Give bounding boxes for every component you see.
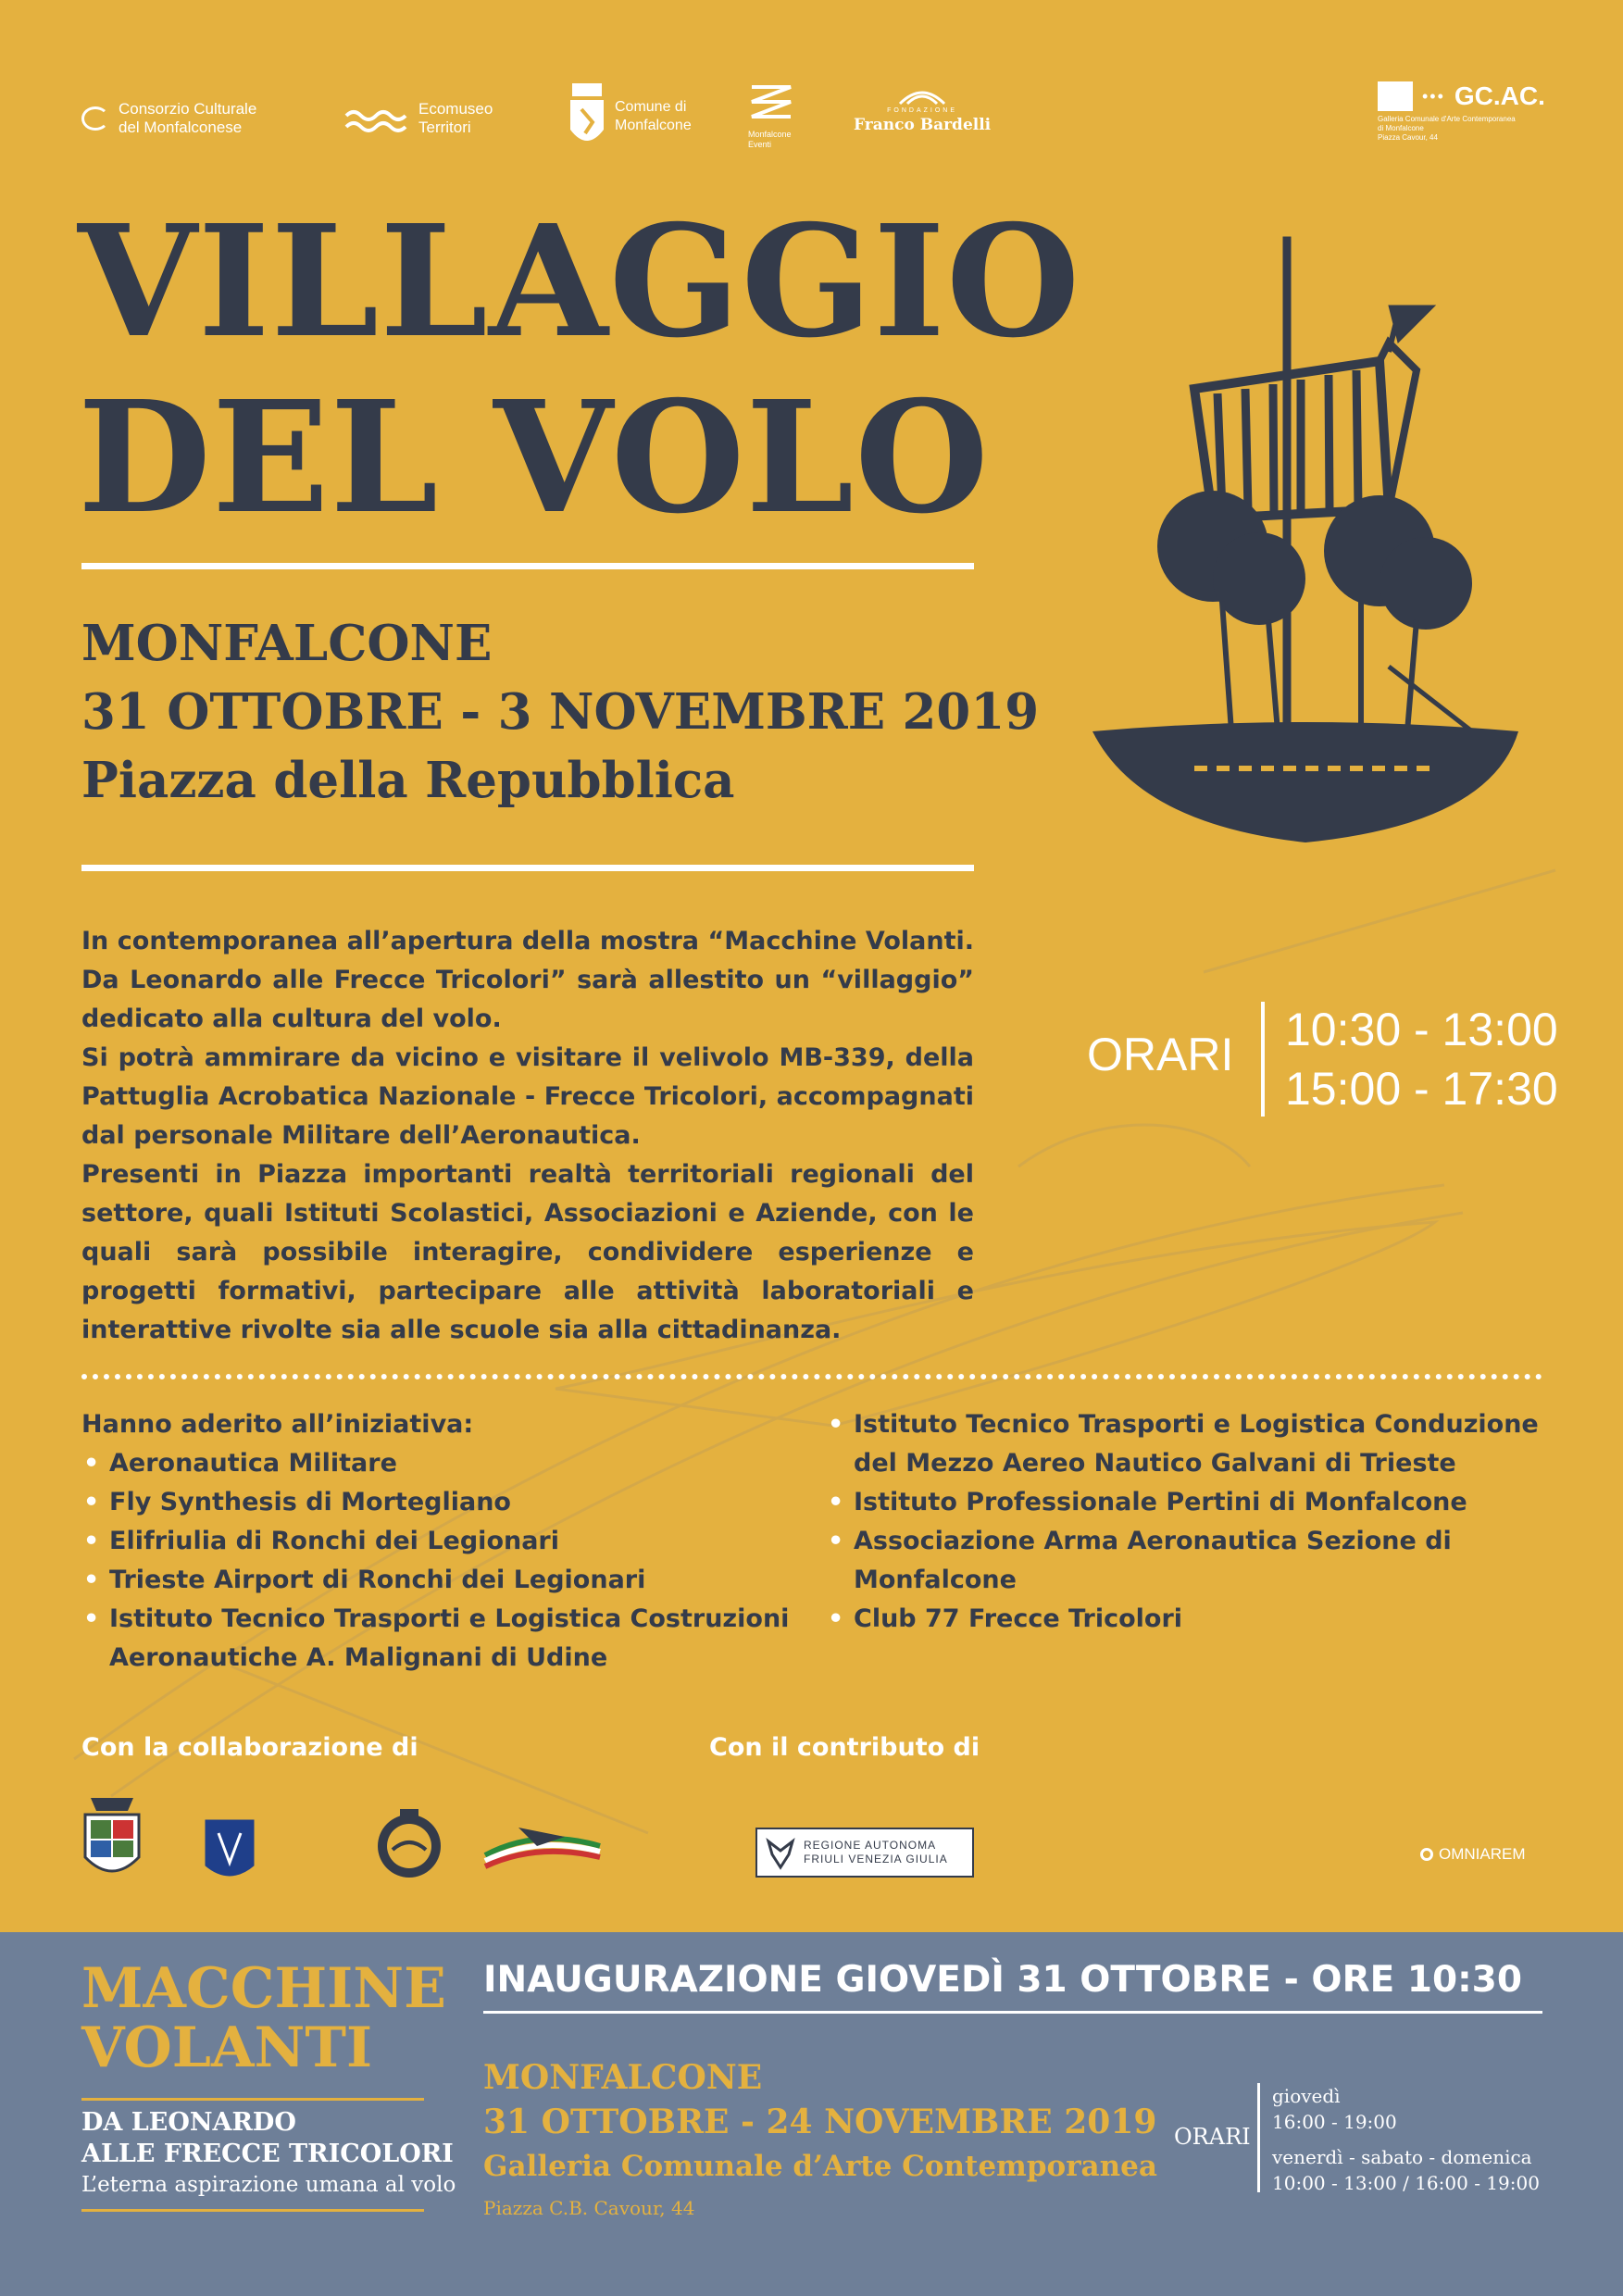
consorzio-icon [81,106,109,131]
event-city: MONFALCONE [81,615,493,672]
fondazione-arch-icon [894,85,950,106]
orari-divider [1261,1002,1265,1117]
eventi-logo-text: Monfalcone Eventi [748,130,792,149]
orari-time-1: 10:30 - 13:00 [1285,1004,1558,1055]
comune-logo-text: Comune di Monfalcone [615,99,692,133]
list-item: • Aeronautica Militare [81,1444,822,1483]
gcac-logo [1378,81,1545,143]
exhibition-subtitle-line-2: ALLE FRECCE TRICOLORI [81,2140,454,2168]
list-item: • Fly Synthesis di Mortegliano [81,1483,822,1522]
page-title [78,194,1080,546]
orari-times [1285,1000,1558,1118]
exhibition-orari-divider [1257,2083,1260,2192]
exhibition-tagline: L’eterna aspirazione umana al volo [81,2173,456,2197]
exhibition-title [81,1956,446,2080]
collaboration-heading: Con la collaborazione di [81,1733,418,1762]
exhibition-city: MONFALCONE [483,2058,763,2097]
title-divider [81,563,974,569]
list-item: • Istituto Professionale Pertini di Monfalcone [826,1483,1548,1522]
list-item: • Club 77 Frecce Tricolori [826,1600,1548,1639]
omniarem-text: OMNIAREM [1439,1845,1526,1863]
regione-text: REGIONE AUTONOMA FRIULI VENEZIA GIULIA [804,1839,948,1866]
regione-fvg-logo [755,1828,974,1878]
exhibition-time-1: 16:00 - 19:00 [1272,2111,1397,2133]
exhibition-title-line-1: MACCHINE [81,1956,446,2021]
inauguration-rule [483,2011,1542,2014]
exhibition-title-rule [81,2098,424,2101]
adherents-heading: Hanno aderito all’iniziativa: [81,1410,474,1439]
exhibition-subtitle-line-1: DA LEONARDO [81,2108,296,2137]
exhibition-day-2: venerdì - sabato - domenica [1272,2146,1532,2168]
gcac-name: GC.AC. [1454,81,1545,110]
adherents-left [81,1405,822,1678]
dotted-divider [81,1374,1542,1379]
contribution-heading: Con il contributo di [709,1733,980,1762]
omniarem-icon [1420,1848,1433,1861]
exhibition-subtitle [81,2107,454,2170]
list-item: • Elifriulia di Ronchi dei Legionari [81,1522,822,1561]
list-item: • Istituto Tecnico Trasporti e Logistica Costruzioni Aeronautiche A. Malignani di Udine [81,1600,822,1678]
frecce-tricolori-badge-icon [200,1815,259,1889]
waves-icon [344,105,409,132]
exhibition-orari-label: ORARI [1174,2124,1251,2150]
omniarem-logo [1420,1845,1526,1864]
ecomuseo-logo-text: Ecomuseo Territori [418,100,493,136]
consorzio-logo-text: Consorzio Culturale del Monfalconese [119,100,257,136]
exhibition-time-2: 10:00 - 13:00 / 16:00 - 19:00 [1272,2172,1540,2194]
exhibition-address: Piazza C.B. Cavour, 44 [483,2197,695,2219]
club77-logo-icon [481,1818,604,1878]
eagle-icon [765,1834,796,1871]
exhibition-info [483,2055,1157,2227]
adherents-right [826,1405,1548,1639]
exhibition-title-line-2: VOLANTI [81,2015,373,2080]
aeronautica-crest-icon [81,1792,143,1885]
fondazione-name: Franco Bardelli [854,116,992,134]
monfalcone-eventi-logo [748,81,794,150]
fondazione-top-text: FONDAZIONE [887,107,958,114]
list-item: • Trieste Airport di Ronchi dei Legionari [81,1561,822,1600]
info-divider [81,865,974,871]
exhibition-dates: 31 OTTOBRE - 24 NOVEMBRE 2019 [483,2103,1157,2141]
association-seal-icon [374,1807,444,1881]
consorzio-logo [81,100,256,137]
list-item: • Associazione Arma Aeronautica Sezione di Monfalcone [826,1522,1548,1600]
gcac-sub-text: Galleria Comunale d'Arte Contemporanea di Monfalcone Piazza Cavour, 44 [1378,115,1516,142]
event-info [81,609,1039,815]
event-dates: 31 OTTOBRE - 3 NOVEMBRE 2019 [81,683,1040,741]
list-item: • Istituto Tecnico Trasporti e Logistica Conduzione del Mezzo Aereo Nautico Galvani di Trieste [826,1405,1548,1483]
orari-time-2: 15:00 - 17:30 [1285,1063,1558,1115]
coat-of-arms-icon [568,81,606,152]
gcac-dots-icon: ••• [1422,86,1445,106]
gcac-squares-icon [1378,81,1413,111]
exhibition-venue: Galleria Comunale d’Arte Contemporanea [483,2150,1157,2183]
exhibition-orari-times [1272,2083,1540,2196]
event-place: Piazza della Repubblica [81,752,735,809]
exhibition-bottom-rule [81,2209,424,2212]
event-description: In contemporanea all’apertura della mostra “Macchine Volanti. Da Leonardo alle Frecce Tricolori” sarà allestito un “villaggio” dedicato alla cultura del volo. Si potrà ammirare da vicino e visitare il velivolo MB-339, della Pattuglia Acrobatica Nazionale - Frecce Tricolori, accompagnati dal personale Militare dell’Aeronautica. Presenti in Piazza importanti realtà territoriali regionali del settore, quali Istituti Scolastici, Associazioni e Aziende, con le quali sarà possibile interagire, condividere esperienze e progetti formativi, partecipare alle attività laboratoriali e interattive rivolte sia alle scuole sia alla cittadinanza. [81,927,974,1344]
inauguration-heading: INAUGURAZIONE GIOVEDÌ 31 OTTOBRE - ORE 10:30 [483,1959,1522,2001]
ecomuseo-logo [344,100,493,137]
title-line-2: DEL VOLO [78,368,990,548]
exhibition-day-1: giovedì [1272,2085,1341,2107]
comune-logo [568,81,692,152]
fondazione-logo [854,85,991,134]
eventi-icon [748,81,794,128]
flying-ship-illustration [1083,231,1528,861]
orari-label: ORARI [1087,1029,1234,1080]
title-line-1: VILLAGGIO [78,192,1081,372]
